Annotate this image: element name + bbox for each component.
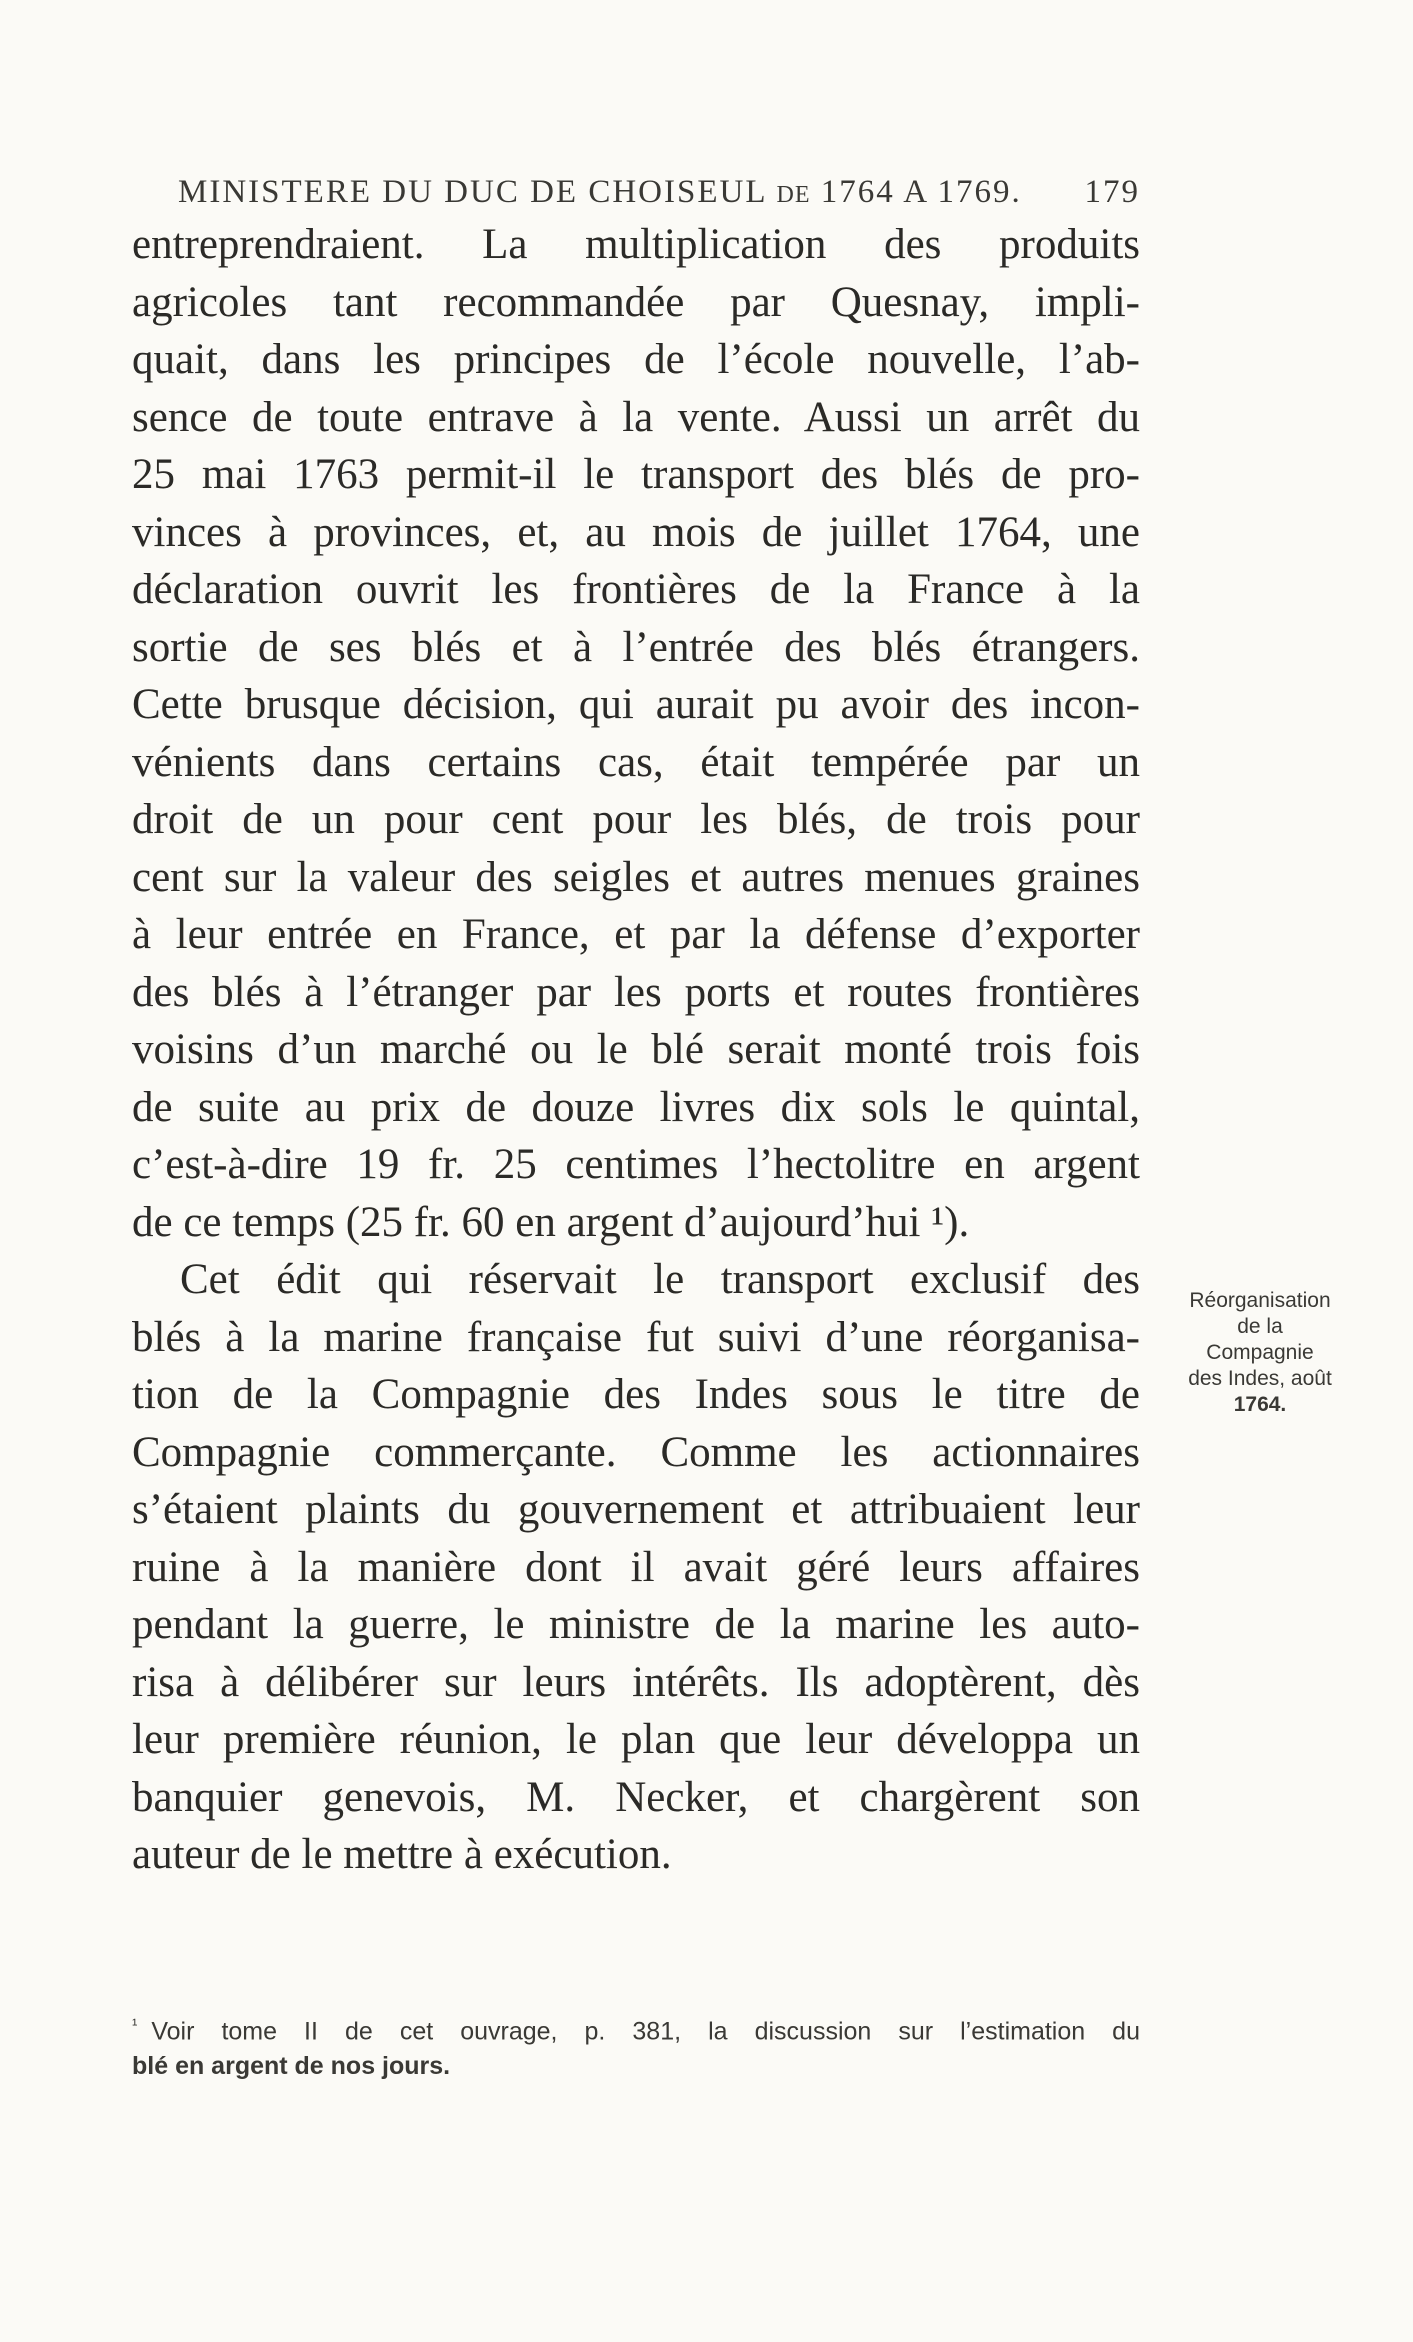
footnote-line: blé en argent de nos jours. [132,2052,451,2080]
text-line: auteur de le mettre à exécution. [132,1831,672,1878]
text-line: banquier genevois, M. Necker, et chargèrent son [132,1773,1140,1821]
text-line: Compagnie commerçante. Comme les actionnaires [132,1428,1140,1476]
footnote-mark: ¹ [132,2017,138,2034]
text-line: de ce temps (25 fr. 60 en argent d’aujourd’hui ¹). [132,1198,970,1246]
footnote-line [132,2006,1140,2046]
text-line: agricoles tant recommandée par Quesnay, impli- [132,278,1140,326]
margin-note-line: Réorganisation [1189,1289,1331,1312]
text-line: cent sur la valeur des seigles et autres menues graines [132,853,1140,901]
margin-note-line: de la [1237,1315,1283,1338]
running-head-title [178,168,1022,219]
text-line: entreprendraient. La multiplication des produits [132,221,1140,268]
text-line: risa à délibérer sur leurs intérêts. Ils adoptèrent, dès [132,1658,1140,1706]
text-line: vinces à provinces, et, au mois de juillet 1764, une [132,508,1140,556]
running-head [178,168,1140,216]
running-head-title-years: 1764 A 1769. [810,174,1022,210]
text-line: des blés à l’étranger par les ports et routes frontières [132,968,1140,1016]
text-line: à leur entrée en France, et par la défense d’exporter [132,911,1140,958]
body-text [132,216,1140,1884]
page-number: 179 [1084,174,1140,210]
text-line: pendant la guerre, le ministre de la marine les auto- [132,1601,1140,1648]
text-line: 25 mai 1763 permit-il le transport des blés de pro- [132,451,1140,498]
text-line: quait, dans les principes de l’école nouvelle, l’ab- [132,336,1140,383]
margin-note-year: 1764. [1233,1393,1287,1416]
text-line: ruine à la manière dont il avait géré leurs affaires [132,1543,1140,1591]
footnote [132,2006,1140,2086]
text-line: voisins d’un marché ou le blé serait monté trois fois [132,1026,1140,1073]
text-line: blés à la marine française fut suivi d’une réorganisa- [132,1313,1140,1361]
text-line: droit de un pour cent pour les blés, de trois pour [132,796,1140,843]
running-head-title-small: DE [776,182,811,208]
text-line: c’est-à-dire 19 fr. 25 centimes l’hectolitre en argent [132,1141,1140,1188]
text-line: de suite au prix de douze livres dix sols le quintal, [132,1083,1140,1131]
running-head-title-main: MINISTERE DU DUC DE CHOISEUL [178,174,777,210]
text-line: Cet édit qui réservait le transport exclusif des [180,1256,1140,1303]
text-line: sortie de ses blés et à l’entrée des blés étrangers. [132,623,1140,671]
text-line: sence de toute entrave à la vente. Aussi un arrêt du [132,393,1140,441]
text-line: leur première réunion, le plan que leur développa un [132,1716,1140,1763]
margin-note [1150,1288,1370,1418]
footnote-text: Voir tome II de cet ouvrage, p. 381, la discussion sur l’estimation du [151,2017,1140,2046]
margin-note-line: Compagnie [1206,1341,1314,1364]
margin-note-line: des Indes, août [1188,1367,1332,1390]
text-line: vénients dans certains cas, était tempérée par un [132,738,1140,786]
text-line: Cette brusque décision, qui aurait pu avoir des incon- [132,681,1140,728]
text-line: tion de la Compagnie des Indes sous le titre de [132,1371,1140,1418]
text-line: s’étaient plaints du gouvernement et attribuaient leur [132,1486,1140,1533]
text-line: déclaration ouvrit les frontières de la France à la [132,566,1140,613]
